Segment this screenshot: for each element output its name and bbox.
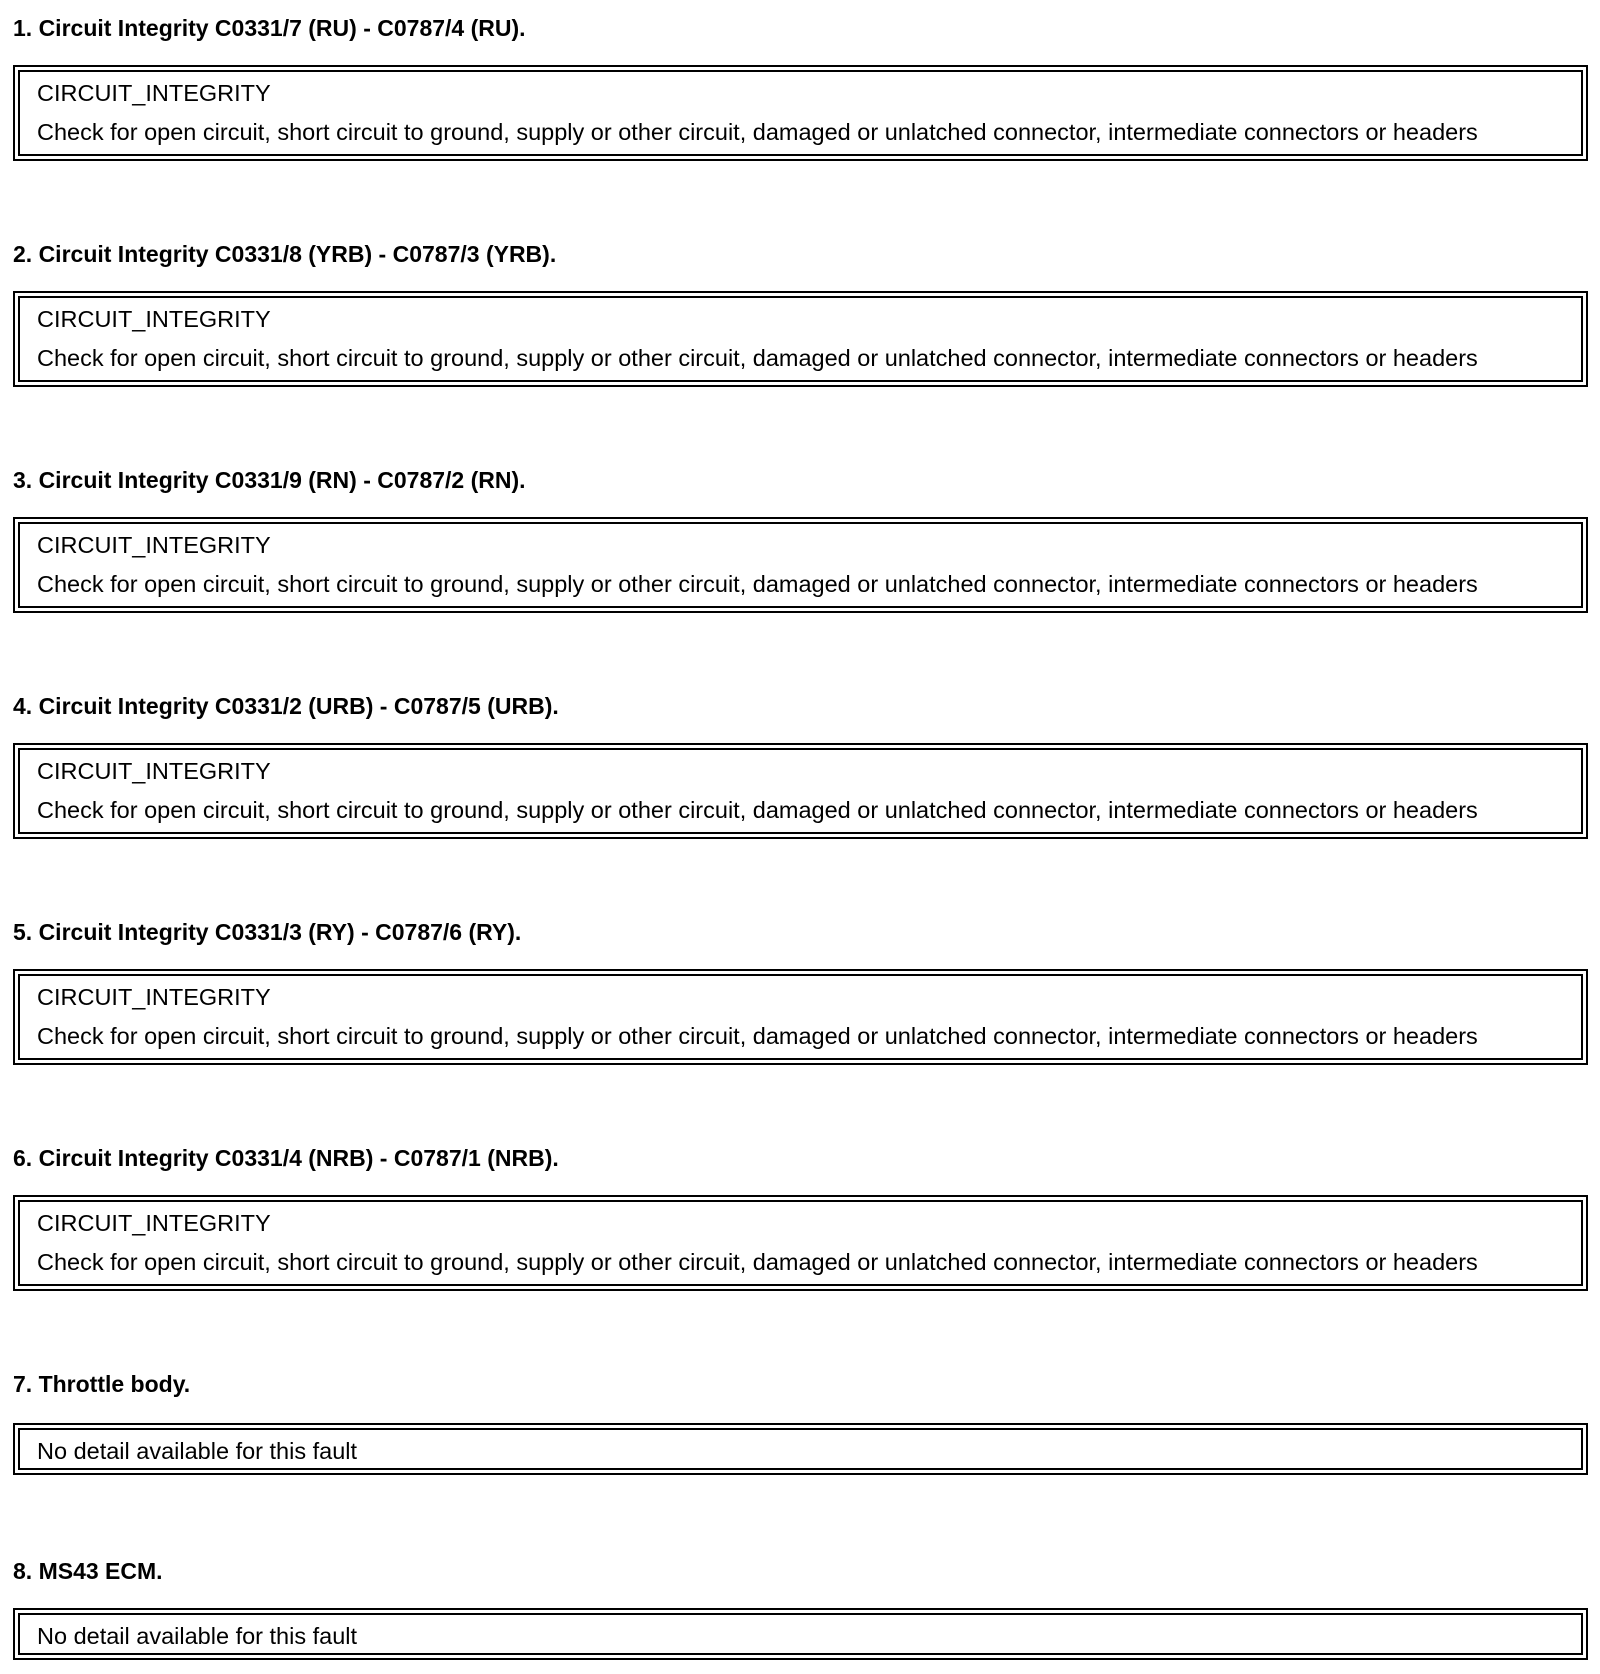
fault-code: CIRCUIT_INTEGRITY: [37, 532, 271, 558]
step-heading: 5. Circuit Integrity C0331/3 (RY) - C0787/6 (RY).: [13, 919, 522, 945]
fault-code: CIRCUIT_INTEGRITY: [37, 984, 271, 1010]
fault-description: Check for open circuit, short circuit to ground, supply or other circuit, damaged or unlatched connector, intermediate connectors or headers: [37, 1249, 1478, 1275]
fault-code: CIRCUIT_INTEGRITY: [37, 306, 271, 332]
step-heading: 2. Circuit Integrity C0331/8 (YRB) - C0787/3 (YRB).: [13, 241, 557, 267]
fault-description: No detail available for this fault: [37, 1438, 358, 1464]
fault-detail-box: [13, 1423, 1588, 1475]
fault-code: CIRCUIT_INTEGRITY: [37, 80, 271, 106]
step-4: [13, 692, 1588, 823]
fault-description: Check for open circuit, short circuit to ground, supply or other circuit, damaged or unlatched connector, intermediate connectors or headers: [37, 119, 1478, 145]
step-5: [13, 918, 1588, 1049]
step-heading: 7. Throttle body.: [13, 1371, 191, 1397]
fault-description: No detail available for this fault: [37, 1623, 358, 1649]
fault-description: Check for open circuit, short circuit to ground, supply or other circuit, damaged or unlatched connector, intermediate connectors or headers: [37, 1023, 1478, 1049]
step-1: [13, 14, 1588, 145]
fault-description: Check for open circuit, short circuit to ground, supply or other circuit, damaged or unlatched connector, intermediate connectors or headers: [37, 345, 1478, 371]
fault-detail-box: [13, 291, 1588, 387]
step-6: [13, 1144, 1588, 1275]
step-7: [13, 1370, 1588, 1464]
fault-description: Check for open circuit, short circuit to ground, supply or other circuit, damaged or unlatched connector, intermediate connectors or headers: [37, 571, 1478, 597]
fault-code: CIRCUIT_INTEGRITY: [37, 1210, 271, 1236]
fault-detail-box: [13, 743, 1588, 839]
step-8: [13, 1557, 1588, 1649]
fault-detail-box: [13, 517, 1588, 613]
fault-detail-box: [13, 65, 1588, 161]
step-3: [13, 466, 1588, 597]
step-heading: 8. MS43 ECM.: [13, 1558, 163, 1584]
fault-detail-box: [13, 969, 1588, 1065]
step-heading: 3. Circuit Integrity C0331/9 (RN) - C0787/2 (RN).: [13, 467, 526, 493]
fault-code: CIRCUIT_INTEGRITY: [37, 758, 271, 784]
fault-detail-box: [13, 1195, 1588, 1291]
step-heading: 6. Circuit Integrity C0331/4 (NRB) - C0787/1 (NRB).: [13, 1145, 559, 1171]
step-heading: 1. Circuit Integrity C0331/7 (RU) - C0787/4 (RU).: [13, 15, 526, 41]
step-heading: 4. Circuit Integrity C0331/2 (URB) - C0787/5 (URB).: [13, 693, 559, 719]
step-2: [13, 240, 1588, 371]
fault-detail-box: [13, 1608, 1588, 1660]
fault-description: Check for open circuit, short circuit to ground, supply or other circuit, damaged or unlatched connector, intermediate connectors or headers: [37, 797, 1478, 823]
